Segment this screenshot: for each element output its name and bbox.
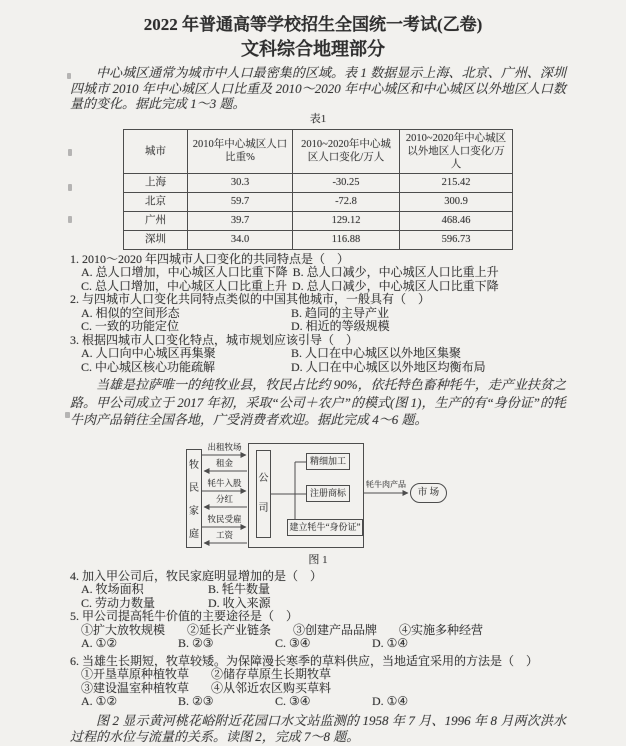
output-label-yak-meat: 牦牛肉产品: [366, 479, 406, 489]
option-4c: C. 劳动力数量: [81, 595, 156, 610]
company-box: 公司: [256, 450, 271, 538]
market-box: 市 场: [410, 483, 447, 503]
table-cell: 468.46: [400, 211, 513, 230]
table-cell: 300.9: [400, 192, 513, 211]
table-cell: -72.8: [293, 192, 400, 211]
scan-speck: [65, 412, 70, 418]
scan-speck: [68, 149, 72, 156]
table-header-cell: 城市: [124, 129, 188, 173]
page-content: [70, 65, 566, 745]
option-5c: C. ③④: [275, 636, 311, 650]
option-3c: C. 中心城区核心功能疏解: [81, 359, 216, 374]
statement-6-4: ④从邻近农区购买草料: [211, 680, 332, 695]
table-caption: 表1: [309, 112, 327, 125]
question-1-stem: 1. 2010～2020 年四城市人口变化的共同特点是（ ）: [70, 251, 350, 266]
option-4d: D. 收入来源: [208, 595, 271, 610]
statement-5-3: ③创建产品品牌: [293, 622, 378, 637]
question-2-stem: 2. 与四城市人口变化共同特点类似的中国其他城市，一般具有（ ）: [70, 292, 431, 306]
table-cell: 34.0: [188, 230, 293, 249]
option-2d: D. 相近的等级规模: [291, 319, 390, 333]
table-cell: 215.42: [400, 173, 513, 192]
process-box-trademark: 注册商标: [306, 485, 350, 502]
statement-6-3: ③建设温室种植牧草: [81, 680, 190, 695]
table-row: [124, 173, 513, 192]
population-table: [123, 129, 513, 250]
scan-speck: [68, 184, 72, 191]
option-6c: C. ③④: [275, 694, 311, 708]
option-3b: B. 人口在中心城区以外地区集聚: [291, 346, 462, 360]
option-2b: B. 趋同的主导产业: [291, 305, 390, 320]
option-3a: A. 人口向中心城区再集聚: [81, 346, 216, 360]
figure-1-caption: 图 1: [308, 553, 328, 566]
flow-label-rent: 租金: [215, 457, 233, 468]
figure-1: [164, 440, 454, 552]
intro-paragraph-1: 中心城区通常为城市中人口最密集的区域。表 1 数据显示上海、北京、广州、深圳四城市 2010 年中心城区人口比重及 2010～2020 年中心城区和中心城区以外地区人口数量的变化。据此完成 1～3 题。: [70, 65, 566, 111]
table-cell: 116.88: [293, 230, 400, 249]
statement-5-1: ①扩大放牧规模: [81, 622, 166, 637]
option-6b: B. ②③: [178, 694, 214, 708]
question-6: [70, 655, 566, 709]
table-row: [124, 230, 513, 249]
statement-6-1: ①开垦草原种植牧草: [81, 667, 190, 681]
option-1a: A. 总人口增加，中心城区人口比重下降: [81, 265, 288, 279]
option-1b: B. 总人口减少，中心城区人口比重上升: [292, 265, 499, 279]
question-6-stem: 6. 当雄生长期短，牧草较矮。为保障漫长寒季的草料供应，当地适宜采用的方法是（ ）: [70, 653, 539, 668]
table-cell: 59.7: [188, 192, 293, 211]
question-4-stem: 4. 加入甲公司后，牧民家庭明显增加的是（ ）: [70, 568, 323, 583]
table-cell: 30.3: [188, 173, 293, 192]
table-header-row: [124, 129, 513, 173]
questions-1-3: [70, 253, 566, 375]
option-6a: A. ①②: [81, 694, 118, 708]
table-row: [124, 192, 513, 211]
option-5d: D. ①④: [372, 636, 409, 650]
option-2a: A. 相似的空间形态: [81, 305, 180, 320]
question-5: [70, 610, 566, 651]
herder-family-box: 牧民家庭: [186, 449, 202, 548]
statement-6-2: ②储存草原生长期牧草: [211, 667, 332, 681]
question-6-wrap: [70, 655, 566, 709]
question-1: [70, 253, 566, 294]
question-5-stem: 5. 甲公司提高牦牛价值的主要途径是（ ）: [70, 609, 299, 623]
flow-label-rent-out-pasture: 出租牧场: [207, 441, 242, 452]
option-6d: D. ①④: [372, 694, 409, 708]
page-title: 2022 年普通高等学校招生全国统一考试(乙卷): [143, 15, 483, 34]
table-header-cell: 2010~2020年中心城区人口变化/万人: [293, 129, 400, 173]
table-header-cell: 2010年中心城区人口比重%: [188, 129, 293, 173]
question-2: [70, 293, 566, 334]
statement-5-4: ④实施多种经营: [399, 622, 484, 637]
flow-label-wages: 工资: [215, 529, 233, 540]
question-3-stem: 3. 根据四城市人口变化特点，城市规划应该引导（ ）: [70, 332, 359, 347]
questions-4-6: [70, 570, 566, 709]
table-header-cell: 2010~2020年中心城区以外地区人口变化/万人: [400, 129, 513, 173]
table-cell: 广州: [124, 211, 188, 230]
option-4b: B. 牦牛数量: [208, 582, 271, 596]
intro-paragraph-2: 当雄是拉萨唯一的纯牧业县，牧民占比约 90%，依托特色畜种牦牛，走产业扶贫之路。甲公司成立于 2017 年初，采取“公司＋农户”的模式(图 1)，生产的有“身份证”的牦牛肉产品销往全国各地，广受消费者欢迎。据此完成 4～6 题。: [70, 377, 566, 427]
flow-label-dividend: 分红: [215, 493, 233, 504]
option-5b: B. ②③: [178, 636, 214, 650]
option-3d: D. 人口在中心城区以外地区均衡布局: [291, 359, 486, 374]
scan-speck: [68, 216, 72, 223]
page-subtitle: 文科综合地理部分: [241, 39, 385, 59]
process-box-yak-id: 建立牦牛“身份证”: [287, 519, 363, 536]
scan-speck: [67, 73, 71, 79]
table-cell: 596.73: [400, 230, 513, 249]
question-3: [70, 334, 566, 375]
statement-5-2: ②延长产业链条: [187, 622, 272, 637]
option-1d: D. 总人口减少，中心城区人口比重下降: [292, 278, 499, 293]
table-cell: 39.7: [188, 211, 293, 230]
option-1c: C. 总人口增加，中心城区人口比重上升: [81, 278, 288, 293]
intro-paragraph-3: 图 2 显示黄河桃花峪附近花园口水文站监测的 1958 年 7 月、1996 年 8 月两次洪水过程的水位与流量的关系。读图 2，完成 7～8 题。: [70, 712, 566, 744]
flow-label-herder-employed: 牧民受雇: [207, 513, 242, 524]
flow-label-yak-shares: 牦牛入股: [207, 477, 242, 488]
process-box-fine-processing: 精细加工: [306, 453, 350, 470]
table-row: [124, 211, 513, 230]
table-cell: 129.12: [293, 211, 400, 230]
option-4a: A. 牧场面积: [81, 582, 144, 596]
table-cell: -30.25: [293, 173, 400, 192]
option-5a: A. ①②: [81, 636, 118, 650]
table-cell: 北京: [124, 192, 188, 211]
table-cell: 上海: [124, 173, 188, 192]
table-cell: 深圳: [124, 230, 188, 249]
option-2c: C. 一致的功能定位: [81, 319, 180, 333]
question-4: [70, 570, 566, 611]
